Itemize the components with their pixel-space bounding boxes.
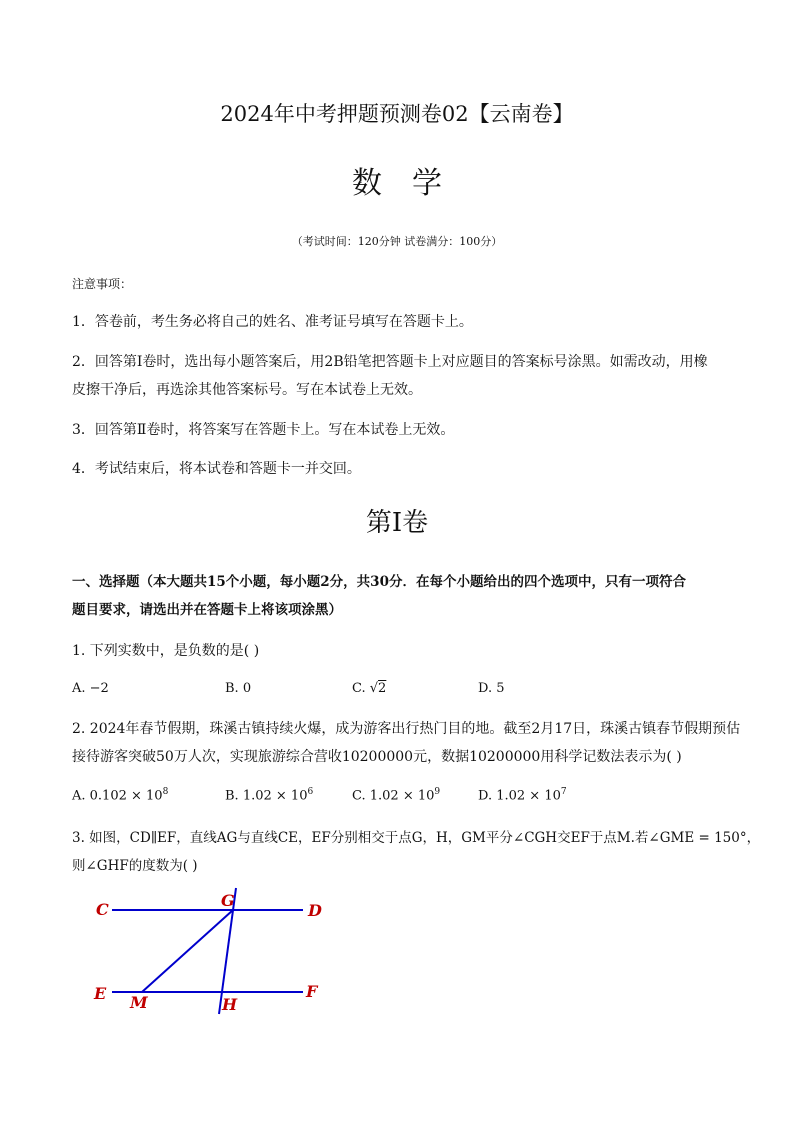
note-item: 1．答卷前，考生务必将自己的姓名、准考证号填写在答题卡上。: [72, 314, 473, 330]
question-2-stem: 2. 2024年春节假期，珠溪古镇持续火爆，成为游客出行热门目的地。截至2月17日，珠溪古镇春节假期预估: [72, 721, 741, 737]
q1-option-d: D. 5: [478, 681, 505, 696]
q2-option-a-base: A. 0.102 × 10: [72, 788, 163, 804]
q2-option-b-exponent: 6: [307, 787, 314, 797]
label-g: G: [221, 891, 235, 910]
q2-option-d: [478, 787, 567, 803]
label-e: E: [94, 984, 107, 1003]
q2-option-d-exponent: 7: [560, 787, 567, 797]
q2-option-c: [352, 787, 440, 803]
part1-instruction: 题目要求，请选出并在答题卡上将该项涂黑）: [72, 602, 342, 618]
question-1-stem: 1. 下列实数中，是负数的是( ): [72, 643, 260, 659]
q1-option-c-prefix: C.: [352, 681, 370, 696]
q2-option-a-exponent: 8: [162, 787, 169, 797]
note-item: 4．考试结束后，将本试卷和答题卡一并交回。: [72, 461, 361, 477]
q1-option-c-radicand: 2: [378, 681, 387, 696]
q1-option-b: B. 0: [225, 681, 252, 696]
q2-option-d-base: D. 1.02 × 10: [478, 788, 561, 804]
section-title: 第Ⅰ卷: [365, 508, 429, 538]
sqrt-icon: √: [369, 681, 379, 696]
q2-option-b-base: B. 1.02 × 10: [225, 788, 308, 804]
q2-option-c-base: C. 1.02 × 10: [352, 788, 435, 804]
geometry-figure: [85, 880, 335, 1020]
label-f: F: [306, 982, 318, 1001]
q2-option-b: [225, 787, 313, 803]
label-c: C: [96, 900, 109, 919]
label-m: M: [130, 993, 148, 1012]
paper-title: 2024年中考押题预测卷02【云南卷】: [220, 102, 574, 126]
q2-option-c-exponent: 9: [434, 787, 441, 797]
q1-option-c: [352, 681, 386, 696]
note-item: 3．回答第Ⅱ卷时，将答案写在答题卡上。写在本试卷上无效。: [72, 422, 455, 438]
q1-option-a: A. −2: [72, 681, 109, 696]
question-3-stem: 3. 如图，CD∥EF，直线AG与直线CE，EF分别相交于点G，H，GM平分∠CGH交EF于点M.若∠GME = 150°，: [72, 830, 761, 846]
note-item: 2．回答第Ⅰ卷时，选出每小题答案后，用2B铅笔把答题卡上对应题目的答案标号涂黑。如需改动，用橡: [72, 354, 708, 370]
label-h: H: [222, 995, 238, 1014]
exam-info: （考试时间：120分钟 试卷满分：100分）: [291, 235, 503, 248]
notes-heading: 注意事项：: [72, 277, 133, 291]
question-3-stem: 则∠GHF的度数为( ): [72, 858, 198, 874]
subject-title: 数学: [352, 166, 472, 201]
q2-option-a: [72, 787, 168, 803]
note-item: 皮擦干净后，再选涂其他答案标号。写在本试卷上无效。: [72, 382, 422, 398]
part1-instruction: 一、选择题（本大题共15个小题，每小题2分，共30分．在每个小题给出的四个选项中，只有一项符合: [72, 574, 686, 590]
line-gm: [142, 910, 233, 992]
question-2-stem: 接待游客突破50万人次，实现旅游综合营收10200000元，数据10200000用科学记数法表示为( ): [72, 749, 682, 765]
label-d: D: [308, 901, 322, 920]
